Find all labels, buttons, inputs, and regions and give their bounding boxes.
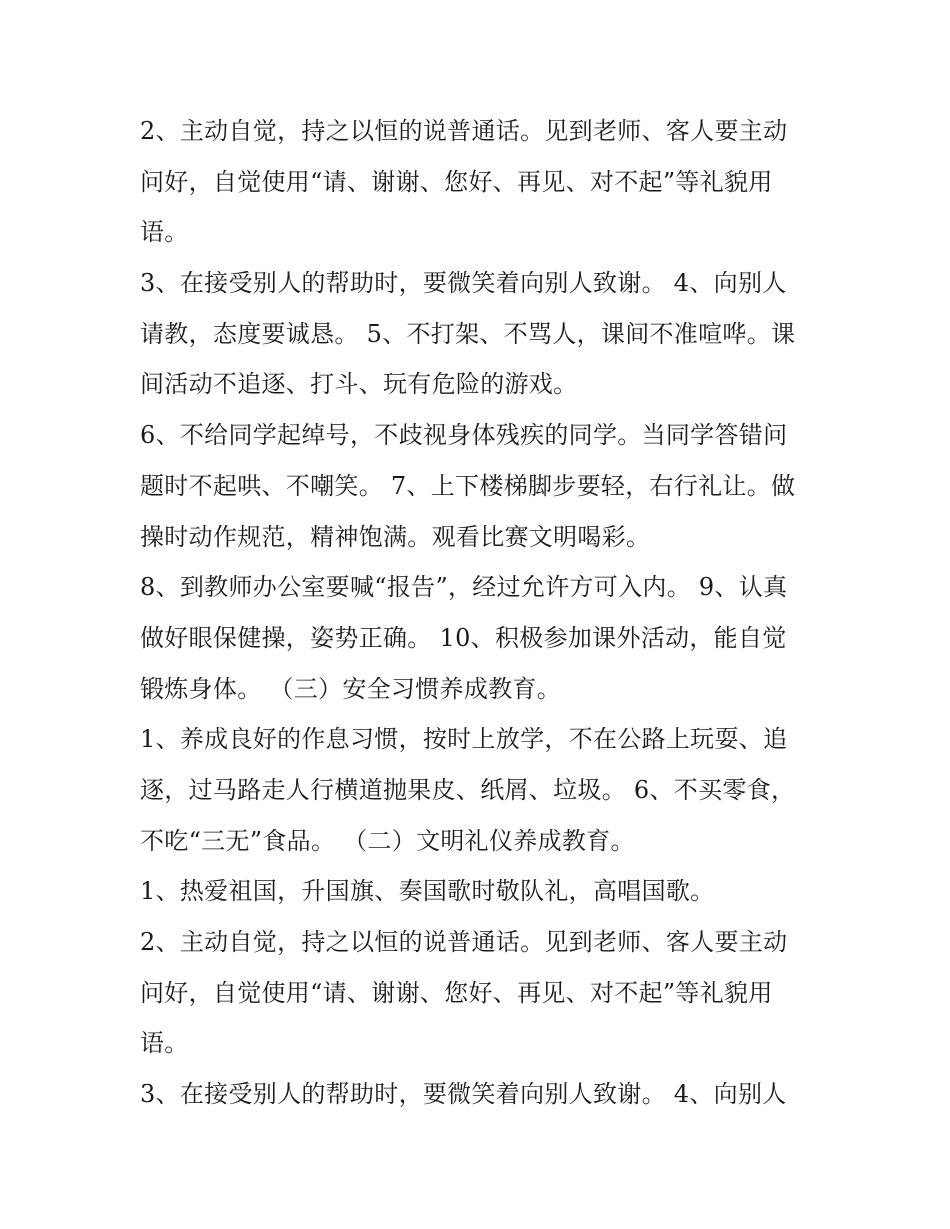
text-line: 8、到教师办公室要喊“报告”，经过允许方可入内。 9、认真 — [140, 573, 788, 602]
text-line: 3、在接受别人的帮助时，要微笑着向别人致谢。 4、向别人 — [140, 1080, 787, 1109]
text-line: 题时不起哄、不嘲笑。 7、上下楼梯脚步要轻，右行礼让。做 — [140, 471, 796, 500]
document-page — [140, 106, 820, 1120]
text-line: 间活动不追逐、打斗、玩有危险的游戏。 — [140, 370, 578, 399]
text-line: 6、不给同学起绰号，不歧视身体残疾的同学。当同学答错问 — [140, 421, 788, 450]
text-line: 问好，自觉使用“请、谢谢、您好、再见、对不起”等礼貌用 — [140, 978, 773, 1007]
text-line: 语。 — [140, 218, 189, 247]
text-line: 逐，过马路走人行横道抛果皮、纸屑、垃圾。 6、不买零食， — [140, 775, 796, 804]
text-line: 2、主动自觉，持之以恒的说普通话。见到老师、客人要主动 — [140, 117, 788, 145]
text-line: 1、热爱祖国，升国旗、奏国歌时敬队礼，高唱国歌。 — [140, 877, 715, 906]
text-line: 不吃“三无”食品。 （二）文明礼仪养成教育。 — [140, 826, 635, 855]
text-line: 锻炼身体。 （三）安全习惯养成教育。 — [140, 674, 562, 703]
text-line: 2、主动自觉，持之以恒的说普通话。见到老师、客人要主动 — [140, 928, 788, 956]
text-line: 问好，自觉使用“请、谢谢、您好、再见、对不起”等礼貌用 — [140, 167, 773, 196]
text-line: 做好眼保健操，姿势正确。 10、积极参加课外活动，能自觉 — [140, 623, 787, 652]
text-line: 语。 — [140, 1029, 189, 1058]
text-line: 操时动作规范，精神饱满。观看比赛文明喝彩。 — [140, 522, 651, 551]
text-line: 请教，态度要诚恳。 5、不打架、不骂人，课间不准喧哗。课 — [140, 319, 796, 348]
text-line: 1、养成良好的作息习惯，按时上放学，不在公路上玩耍、追 — [140, 725, 788, 754]
text-line: 3、在接受别人的帮助时，要微笑着向别人致谢。 4、向别人 — [140, 269, 787, 298]
